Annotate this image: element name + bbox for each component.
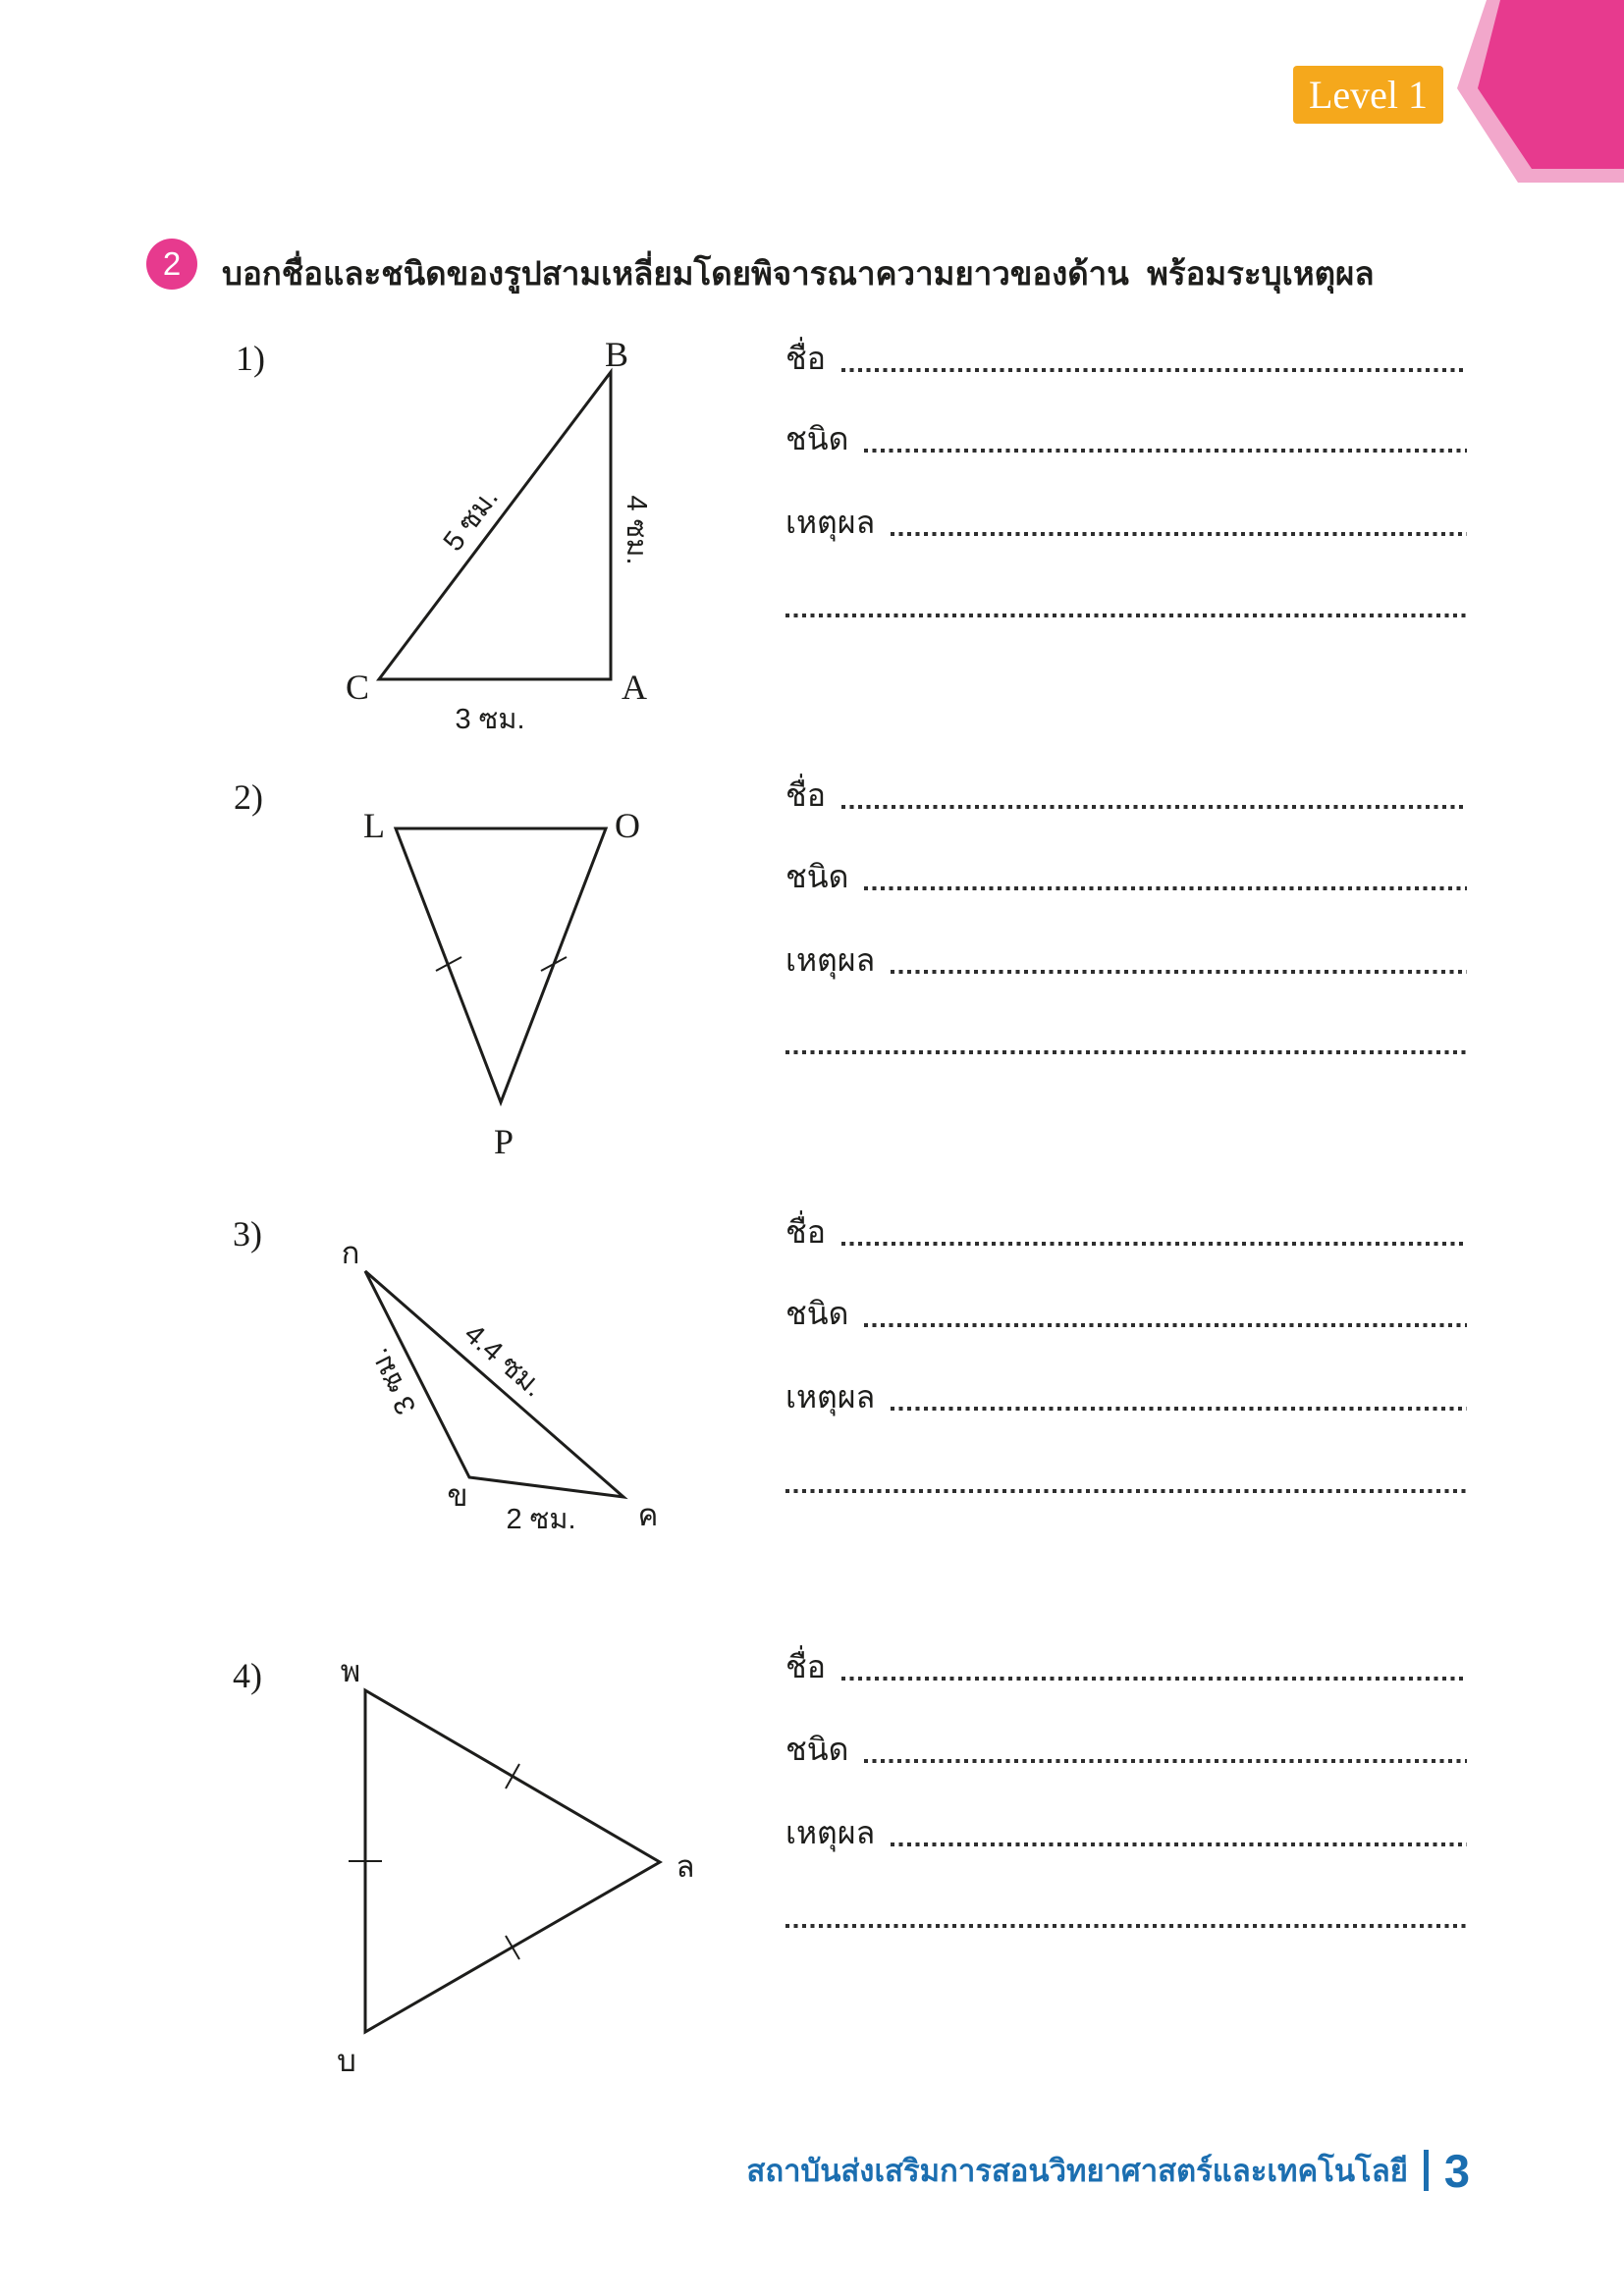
answer-blank-cont-1	[785, 614, 1467, 617]
side-label-4cm: 4 ซม.	[621, 495, 652, 565]
answer-blank-cont-2	[785, 1050, 1467, 1054]
vertex-label-kho-khwai: ค	[637, 1498, 659, 1532]
answer-blank-reason-4	[891, 1842, 1467, 1846]
answer-row-reason-4	[785, 1809, 1467, 1850]
triangle-2	[396, 828, 606, 1102]
instruction-text: บอกชื่อและชนิดของรูปสามเหลี่ยมโดยพิจารณาความยาวของด้าน พร้อมระบุเหตุผล	[222, 255, 1375, 292]
answer-blank-type-4	[864, 1759, 1467, 1763]
problem-3-figure	[329, 1232, 682, 1546]
vertex-label-ko-kai: ก	[341, 1236, 360, 1270]
side-label-3cm: 3 ซม.	[455, 704, 525, 735]
problem-3-number: 3)	[233, 1214, 262, 1254]
name-label: ชื่อ	[785, 1649, 826, 1684]
answer-blank-name-2	[841, 805, 1467, 809]
answer-row-reason-2	[785, 936, 1467, 978]
problem-4-figure	[324, 1644, 717, 2091]
type-label: ชนิด	[785, 421, 849, 456]
problem-4-number: 4)	[233, 1656, 262, 1695]
vertex-label-lo-ling: ล	[676, 1849, 695, 1884]
answer-row-cont-1	[785, 580, 1467, 621]
answer-blank-reason-2	[891, 970, 1467, 974]
vertex-label-P: P	[493, 1122, 514, 1161]
triangle-1	[379, 372, 611, 679]
answer-blank-type-2	[864, 886, 1467, 890]
answer-row-type-2	[785, 853, 1467, 894]
answer-row-cont-3	[785, 1456, 1467, 1497]
reason-label: เหตุผล	[785, 1815, 876, 1850]
answer-row-name-3	[785, 1208, 1467, 1250]
answer-blank-type-3	[864, 1323, 1467, 1327]
answer-blank-cont-3	[785, 1489, 1467, 1493]
problem-2-figure	[353, 790, 648, 1173]
vertex-label-bo-baimai: บ	[337, 2044, 356, 2078]
problem-1-number: 1)	[236, 339, 265, 378]
problem-1-figure	[344, 324, 668, 746]
answer-row-reason-1	[785, 499, 1467, 540]
answer-blank-type-1	[864, 449, 1467, 453]
type-label: ชนิด	[785, 1732, 849, 1767]
page-footer	[746, 2146, 1470, 2195]
question-number-badge	[146, 239, 197, 290]
side-label-2cm: 2 ซม.	[506, 1504, 576, 1535]
vertex-label-L: L	[363, 806, 385, 845]
vertex-label-A: A	[622, 667, 647, 707]
vertex-label-C: C	[345, 667, 370, 707]
answer-row-reason-3	[785, 1373, 1467, 1415]
reason-label: เหตุผล	[785, 942, 876, 978]
tick-mark-OP	[541, 957, 567, 971]
vertex-label-kho-khai: ข	[447, 1478, 468, 1513]
answer-blank-cont-4	[785, 1924, 1467, 1928]
name-label: ชื่อ	[785, 1214, 826, 1250]
answer-row-name-4	[785, 1643, 1467, 1684]
level-badge: Level 1	[1293, 66, 1443, 124]
page-number: 3	[1443, 2144, 1470, 2197]
answer-row-cont-4	[785, 1891, 1467, 1932]
name-label: ชื่อ	[785, 777, 826, 813]
vertex-label-O: O	[615, 806, 640, 845]
answer-row-cont-2	[785, 1017, 1467, 1058]
name-label: ชื่อ	[785, 341, 826, 376]
institution-name: สถาบันส่งเสริมการสอนวิทยาศาสตร์และเทคโนโลยี	[746, 2154, 1408, 2188]
reason-label: เหตุผล	[785, 505, 876, 540]
tick-mark-bottom-side	[506, 1936, 519, 1959]
answer-row-type-1	[785, 415, 1467, 456]
answer-blank-reason-1	[891, 532, 1467, 536]
answer-blank-name-1	[841, 368, 1467, 372]
reason-label: เหตุผล	[785, 1379, 876, 1415]
answer-row-type-4	[785, 1726, 1467, 1767]
type-label: ชนิด	[785, 859, 849, 894]
answer-row-name-2	[785, 772, 1467, 813]
type-label: ชนิด	[785, 1296, 849, 1331]
footer-divider	[1424, 2150, 1429, 2191]
side-label-5cm: 5 ซม.	[437, 482, 505, 558]
answer-row-type-3	[785, 1290, 1467, 1331]
side-label-4_4cm: 4.4 ซม.	[458, 1317, 550, 1404]
vertex-label-pho-phan: พ	[340, 1654, 361, 1688]
problem-2-number: 2)	[234, 777, 263, 817]
vertex-label-B: B	[604, 335, 629, 374]
answer-blank-reason-3	[891, 1407, 1467, 1411]
answer-blank-name-3	[841, 1242, 1467, 1246]
question-number: 2	[162, 245, 182, 282]
side-label-3cm: 3 ซม.	[362, 1343, 423, 1420]
answer-blank-name-4	[841, 1677, 1467, 1681]
tick-mark-top-side	[506, 1764, 519, 1789]
answer-row-name-1	[785, 335, 1467, 376]
triangle-4	[365, 1690, 660, 2032]
corner-hexagon-decoration	[1434, 0, 1624, 196]
